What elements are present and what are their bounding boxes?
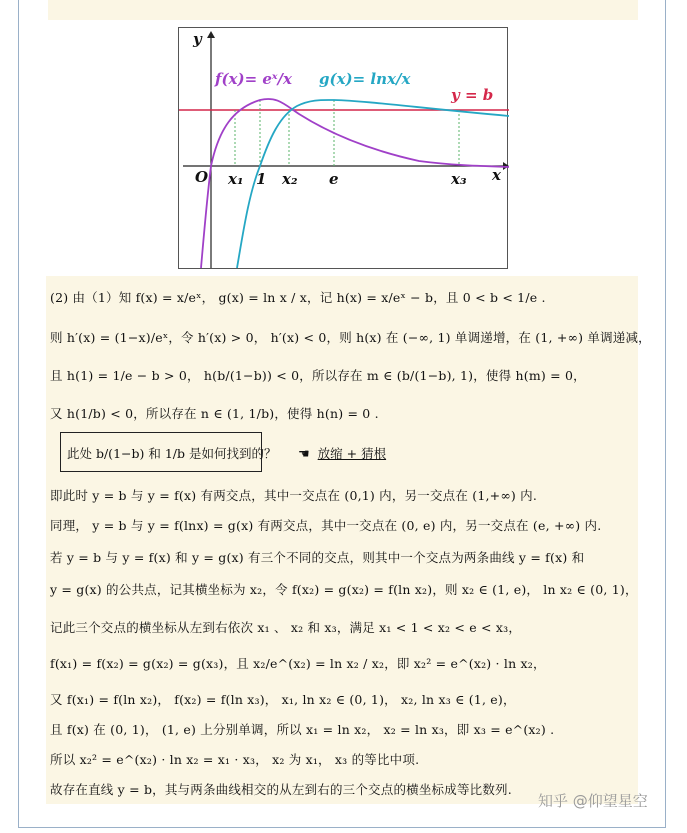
top-cropped-band [48,0,638,20]
solution-line-7: 若 y = b 与 y = f(x) 和 y = g(x) 有三个不同的交点，则其中一个交点为两条曲线 y = f(x) 和 [50,550,585,565]
solution-body [46,276,651,804]
hint-tag-text: 放缩 + 猜根 [317,446,387,461]
tick-e: e [329,170,339,188]
hint-box: 此处 b/(1−b) 和 1/b 是如何找到的？ [60,432,262,472]
b-line-label: y = b [451,86,494,104]
solution-line-11: 又 f(x₁) = f(ln x₂)， f(x₂) = f(ln x₃)， x₁, ln x₂ ∈ (0, 1)， x₂, ln x₃ ∈ (1, e)， [50,692,516,707]
function-graph [178,27,508,269]
tick-1: 1 [256,170,267,188]
solution-line-3: 且 h(1) = 1/e − b > 0， h(b/(1−b)) < 0，所以存在 m ∈ (b/(1−b), 1)，使得 h(m) = 0， [50,368,586,383]
tick-x2: x₂ [282,170,298,188]
x-axis-label: x [492,166,501,184]
tick-x1: x₁ [228,170,244,188]
solution-line-12: 且 f(x) 在 (0, 1)， (1, e) 上分别单调，所以 x₁ = ln x₂， x₂ = ln x₃，即 x₃ = e^(x₂) . [50,722,555,737]
solution-line-2: 则 h′(x) = (1−x)/eˣ，令 h′(x) > 0， h′(x) < 0，则 h(x) 在 (−∞, 1) 单调递增，在 (1, +∞) 单调递减， [50,330,651,345]
solution-line-13: 所以 x₂² = e^(x₂) · ln x₂ = x₁ · x₃， x₂ 为 x₁， x₃ 的等比中项. [50,752,420,767]
tick-x3: x₃ [451,170,467,188]
y-axis-label: y [193,30,202,48]
pointing-hand-icon: ☚ [298,447,310,462]
y-axis-arrow [207,31,215,38]
curve-g [237,100,509,268]
zhihu-watermark: 知乎 @仰望星空 [538,792,648,810]
solution-line-6: 同理， y = b 与 y = f(lnx) = g(x) 有两交点，其中一交点在 (0, e) 内，另一交点在 (e, +∞) 内. [50,518,602,533]
solution-line-4: 又 h(1/b) < 0，所以存在 n ∈ (1, 1/b)，使得 h(n) = 0 . [50,406,379,421]
solution-line-9: 记此三个交点的横坐标从左到右依次 x₁ 、 x₂ 和 x₃，满足 x₁ < 1 < x₂ < e < x₃， [50,620,522,635]
graph-canvas [179,28,509,270]
g-curve-label: g(x)= lnx/x [319,70,411,88]
solution-line-14: 故存在直线 y = b，其与两条曲线相交的从左到右的三个交点的横坐标成等比数列. [50,782,512,797]
f-curve-label: f(x)= eˣ/x [215,70,292,88]
origin-label: O [195,168,209,186]
solution-line-5: 即此时 y = b 与 y = f(x) 有两交点，其中一交点在 (0,1) 内，另一交点在 (1,+∞) 内. [50,488,538,503]
solution-line-10: f(x₁) = f(x₂) = g(x₂) = g(x₃)，且 x₂/e^(x₂) = ln x₂ / x₂，即 x₂² = e^(x₂) · ln x₂， [50,656,546,671]
hint-tag [298,444,386,462]
solution-line-1: (2) 由（1）知 f(x) = x/eˣ， g(x) = ln x / x，记 h(x) = x/eˣ − b，且 0 < b < 1/e . [50,290,546,305]
solution-line-8: y = g(x) 的公共点，记其横坐标为 x₂，令 f(x₂) = g(x₂) = f(ln x₂)，则 x₂ ∈ (1, e)， ln x₂ ∈ (0, 1)， [50,582,638,597]
